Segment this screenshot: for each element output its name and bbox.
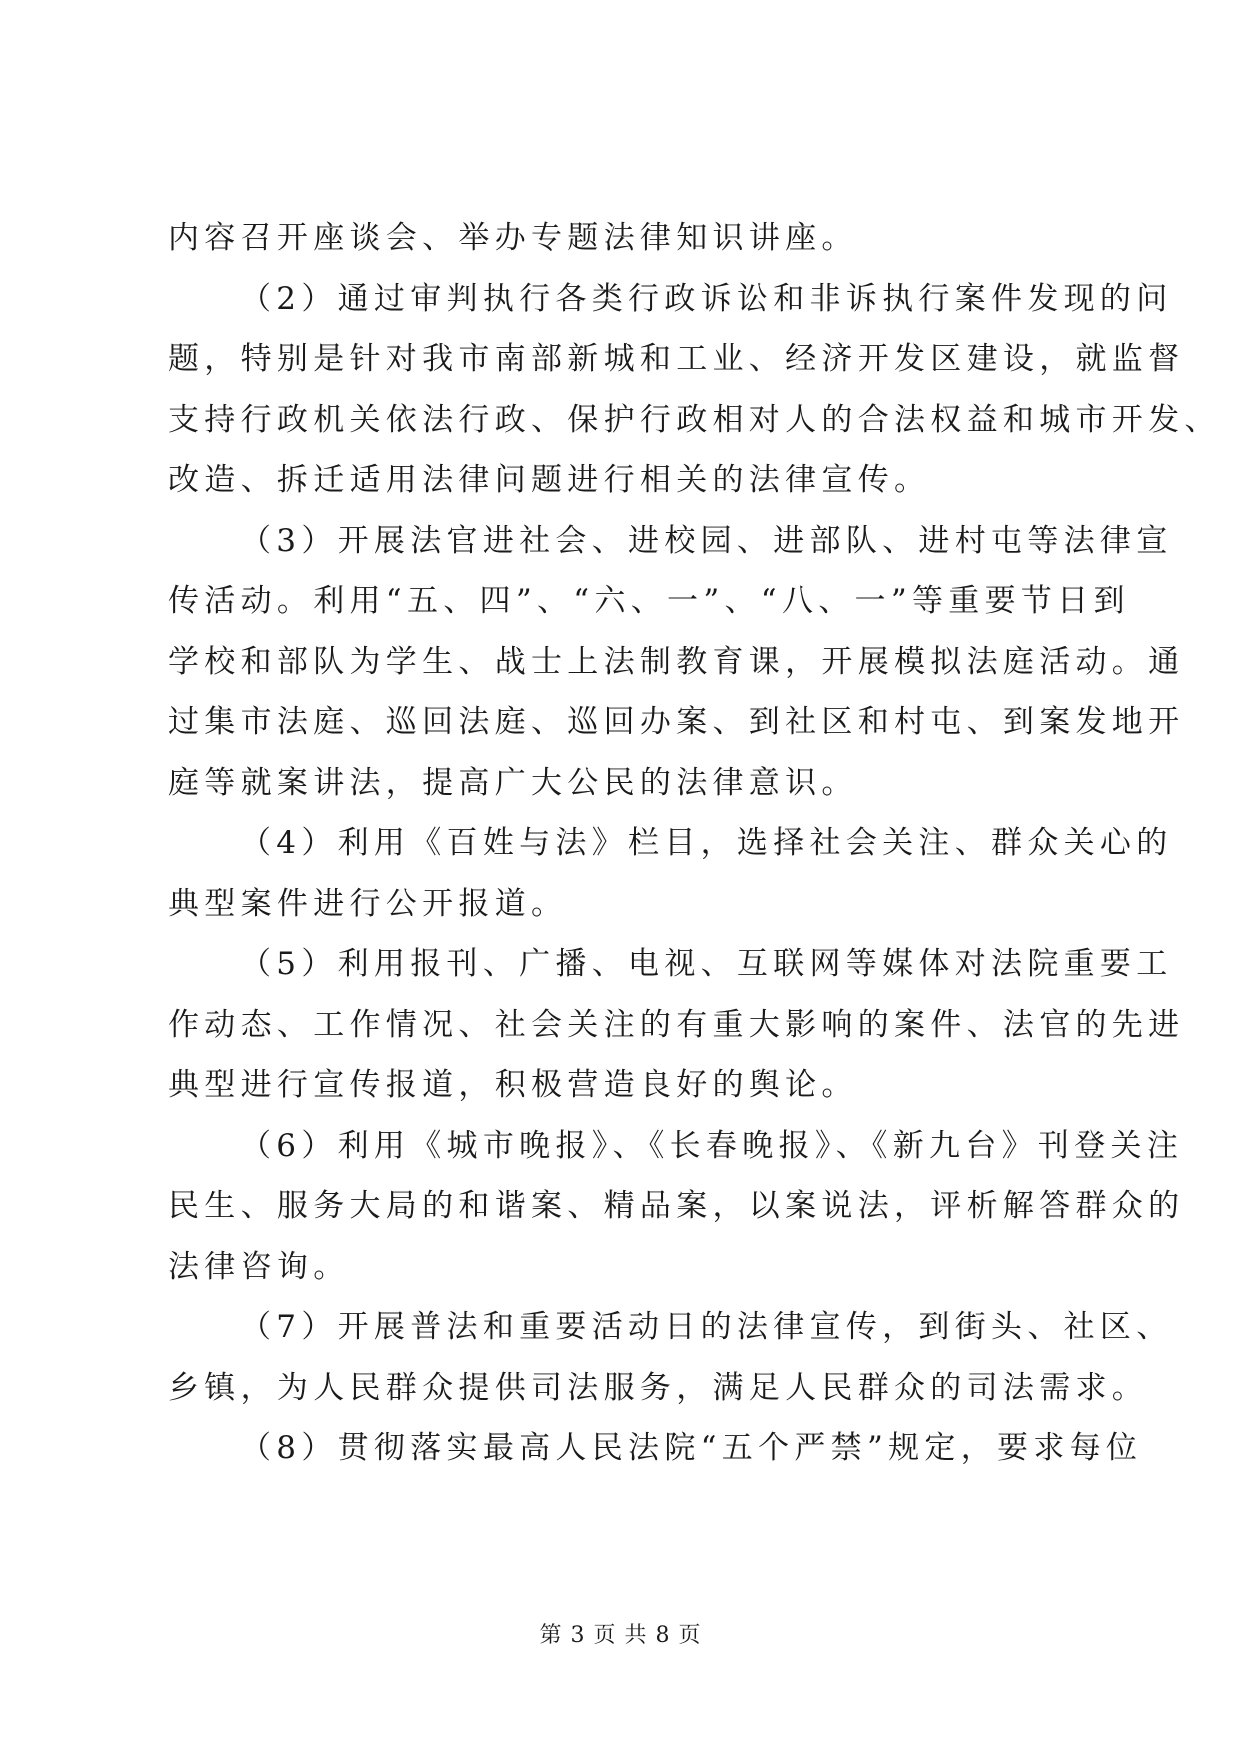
text-line: 典型案件进行公开报道。	[168, 885, 568, 922]
text-line: （4）利用《百姓与法》栏目，选择社会关注、群众关心的	[240, 825, 1173, 861]
text-line: 作动态、工作情况、社会关注的有重大影响的案件、法官的先进	[168, 1006, 1185, 1043]
text-line: （7）开展普法和重要活动日的法律宣传，到街头、社区、	[240, 1309, 1173, 1345]
text-line: （2）通过审判执行各类行政诉讼和非诉执行案件发现的问	[240, 280, 1173, 317]
text-line: 学校和部队为学生、战士上法制教育课，开展模拟法庭活动。通	[168, 643, 1185, 680]
text-line: 传活动。利用“五、四”、“六、一”、“八、一”等重要节日到	[168, 583, 1130, 619]
text-line: 过集市法庭、巡回法庭、巡回办案、到社区和村屯、到案发地开	[168, 704, 1185, 740]
paragraph-1	[168, 208, 1080, 269]
text-line: 典型进行宣传报道，积极营造良好的舆论。	[168, 1067, 858, 1103]
text-line: （3）开展法官进社会、进校园、进部队、进村屯等法律宣	[240, 522, 1173, 559]
text-line: 题，特别是针对我市南部新城和工业、经济开发区建设，就监督	[168, 341, 1185, 377]
paragraph-5	[168, 934, 1185, 1116]
text-line: 民生、服务大局的和谐案、精品案，以案说法，评析解答群众的	[168, 1188, 1185, 1224]
text-line: （8）贯彻落实最高人民法院“五个严禁”规定，要求每位	[240, 1430, 1143, 1466]
paragraph-7	[168, 1297, 1173, 1418]
paragraph-6	[168, 1116, 1185, 1298]
page-number-footer: 第 3 页 共 8 页	[539, 1623, 702, 1648]
text-line: （6）利用《城市晚报》、《长春晚报》、《新九台》刊登关注	[240, 1127, 1184, 1164]
document-body	[168, 208, 1221, 1479]
text-line: 乡镇，为人民群众提供司法服务，满足人民群众的司法需求。	[168, 1369, 1149, 1406]
paragraph-2	[168, 269, 1221, 511]
paragraph-3	[168, 511, 1185, 814]
text-line: 法律咨询。	[168, 1248, 350, 1285]
text-line: （5）利用报刊、广播、电视、互联网等媒体对法院重要工	[240, 946, 1173, 982]
text-line: 支持行政机关依法行政、保护行政相对人的合法权益和城市开发、	[168, 401, 1221, 438]
paragraph-4	[168, 813, 1173, 934]
text-line: 改造、拆迁适用法律问题进行相关的法律宣传。	[168, 462, 931, 498]
text-line: 庭等就案讲法，提高广大公民的法律意识。	[168, 764, 858, 801]
text-line: 内容召开座谈会、举办专题法律知识讲座。	[168, 220, 858, 256]
paragraph-8	[168, 1418, 1143, 1479]
